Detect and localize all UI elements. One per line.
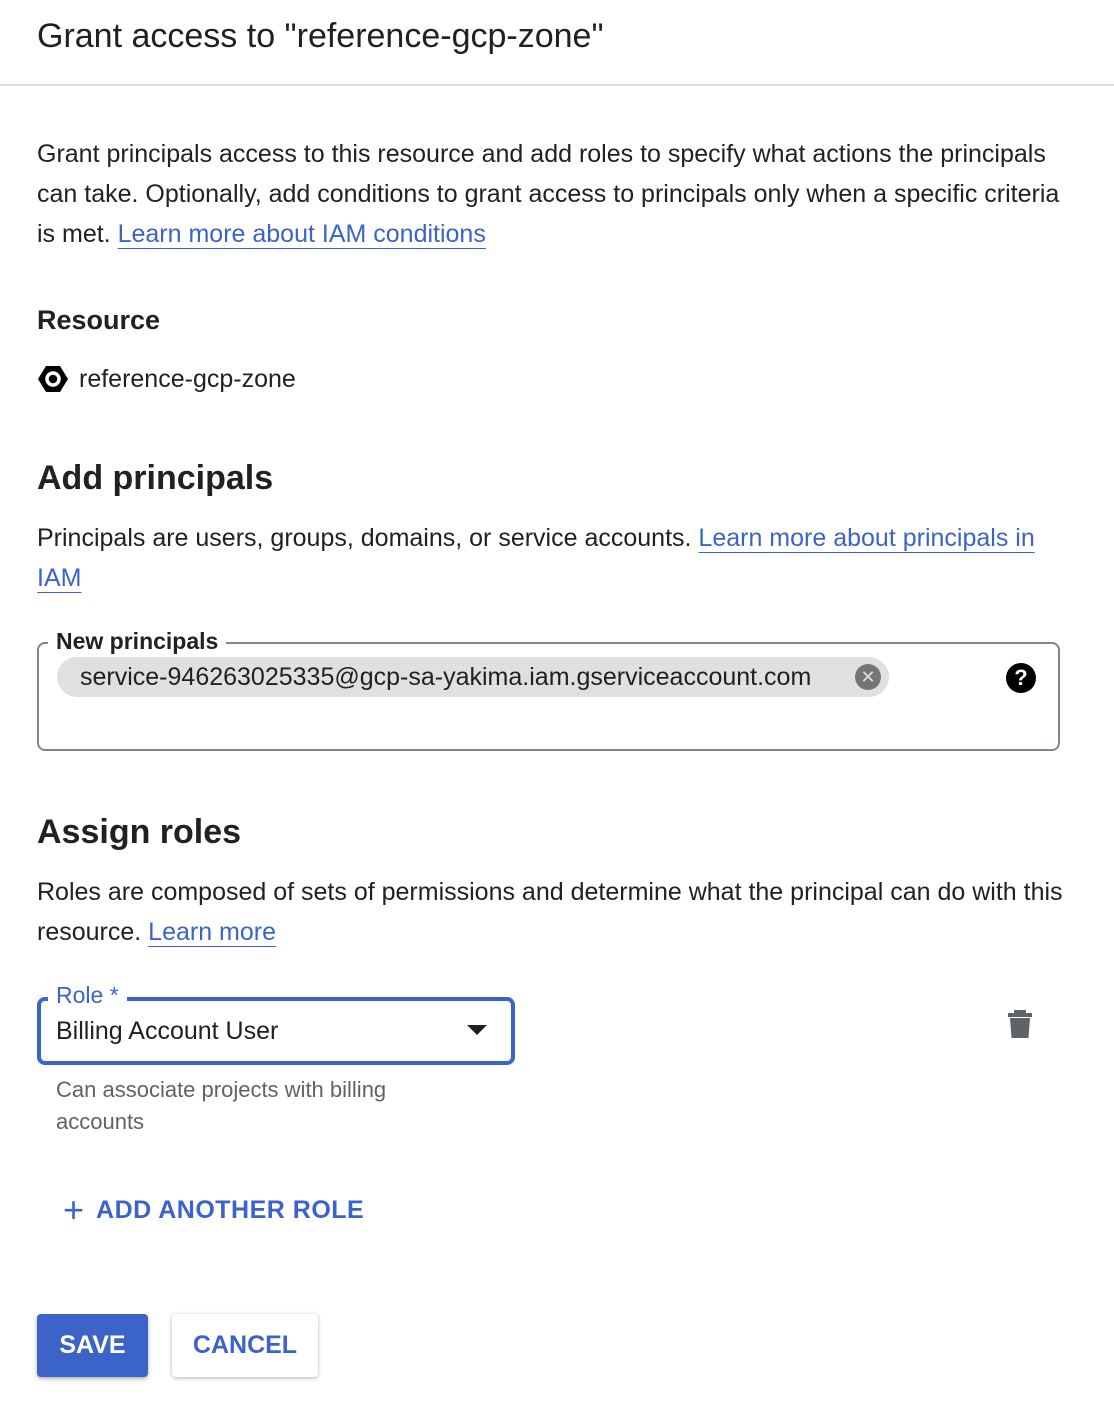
add-another-role-button[interactable] xyxy=(63,1189,365,1230)
principals-in-iam-link[interactable]: Learn more about principals in IAM xyxy=(37,524,1035,592)
intro-paragraph xyxy=(37,134,1077,254)
principals-text: Principals are users, groups, domains, or service accounts. xyxy=(37,524,692,552)
dialog-header xyxy=(0,0,1114,86)
principal-chip-text: service-946263025335@gcp-sa-yakima.iam.gserviceaccount.com xyxy=(80,662,812,691)
iam-conditions-link[interactable]: Learn more about IAM conditions xyxy=(117,220,486,248)
delete-role-icon[interactable] xyxy=(1004,1008,1036,1040)
resource-name: reference-gcp-zone xyxy=(79,364,296,393)
hexagon-resource-icon xyxy=(37,363,69,395)
help-icon[interactable]: ? xyxy=(1006,663,1036,693)
principal-chip[interactable] xyxy=(57,657,889,697)
add-another-role-label: ADD ANOTHER ROLE xyxy=(96,1195,365,1224)
new-principals-label: New principals xyxy=(48,627,226,655)
role-description: Can associate projects with billing accounts xyxy=(56,1077,387,1134)
add-principals-heading: Add principals xyxy=(37,459,274,497)
save-button[interactable]: SAVE xyxy=(37,1314,148,1377)
plus-icon: + xyxy=(63,1189,85,1230)
roles-text: Roles are composed of sets of permissions and determine what the principal can do with this resource. xyxy=(37,878,1063,946)
resource-row xyxy=(37,362,296,396)
page-title: Grant access to "reference-gcp-zone" xyxy=(37,17,604,55)
roles-paragraph xyxy=(37,872,1077,952)
resource-heading: Resource xyxy=(37,305,161,335)
principals-paragraph xyxy=(37,518,1077,598)
cancel-button[interactable]: CANCEL xyxy=(172,1314,318,1377)
role-label: Role * xyxy=(48,981,127,1009)
chip-remove-icon[interactable]: ✕ xyxy=(855,664,881,690)
assign-roles-heading: Assign roles xyxy=(37,813,242,851)
learn-more-link[interactable]: Learn more xyxy=(148,918,277,946)
dropdown-arrow-icon[interactable] xyxy=(467,1025,487,1035)
role-selected-value: Billing Account User xyxy=(56,1017,279,1045)
intro-text: Grant principals access to this resource and add roles to specify what actions the principals can take. Optionally, add conditions to grant access to principals only when a specific criteria is met. xyxy=(37,140,1060,248)
